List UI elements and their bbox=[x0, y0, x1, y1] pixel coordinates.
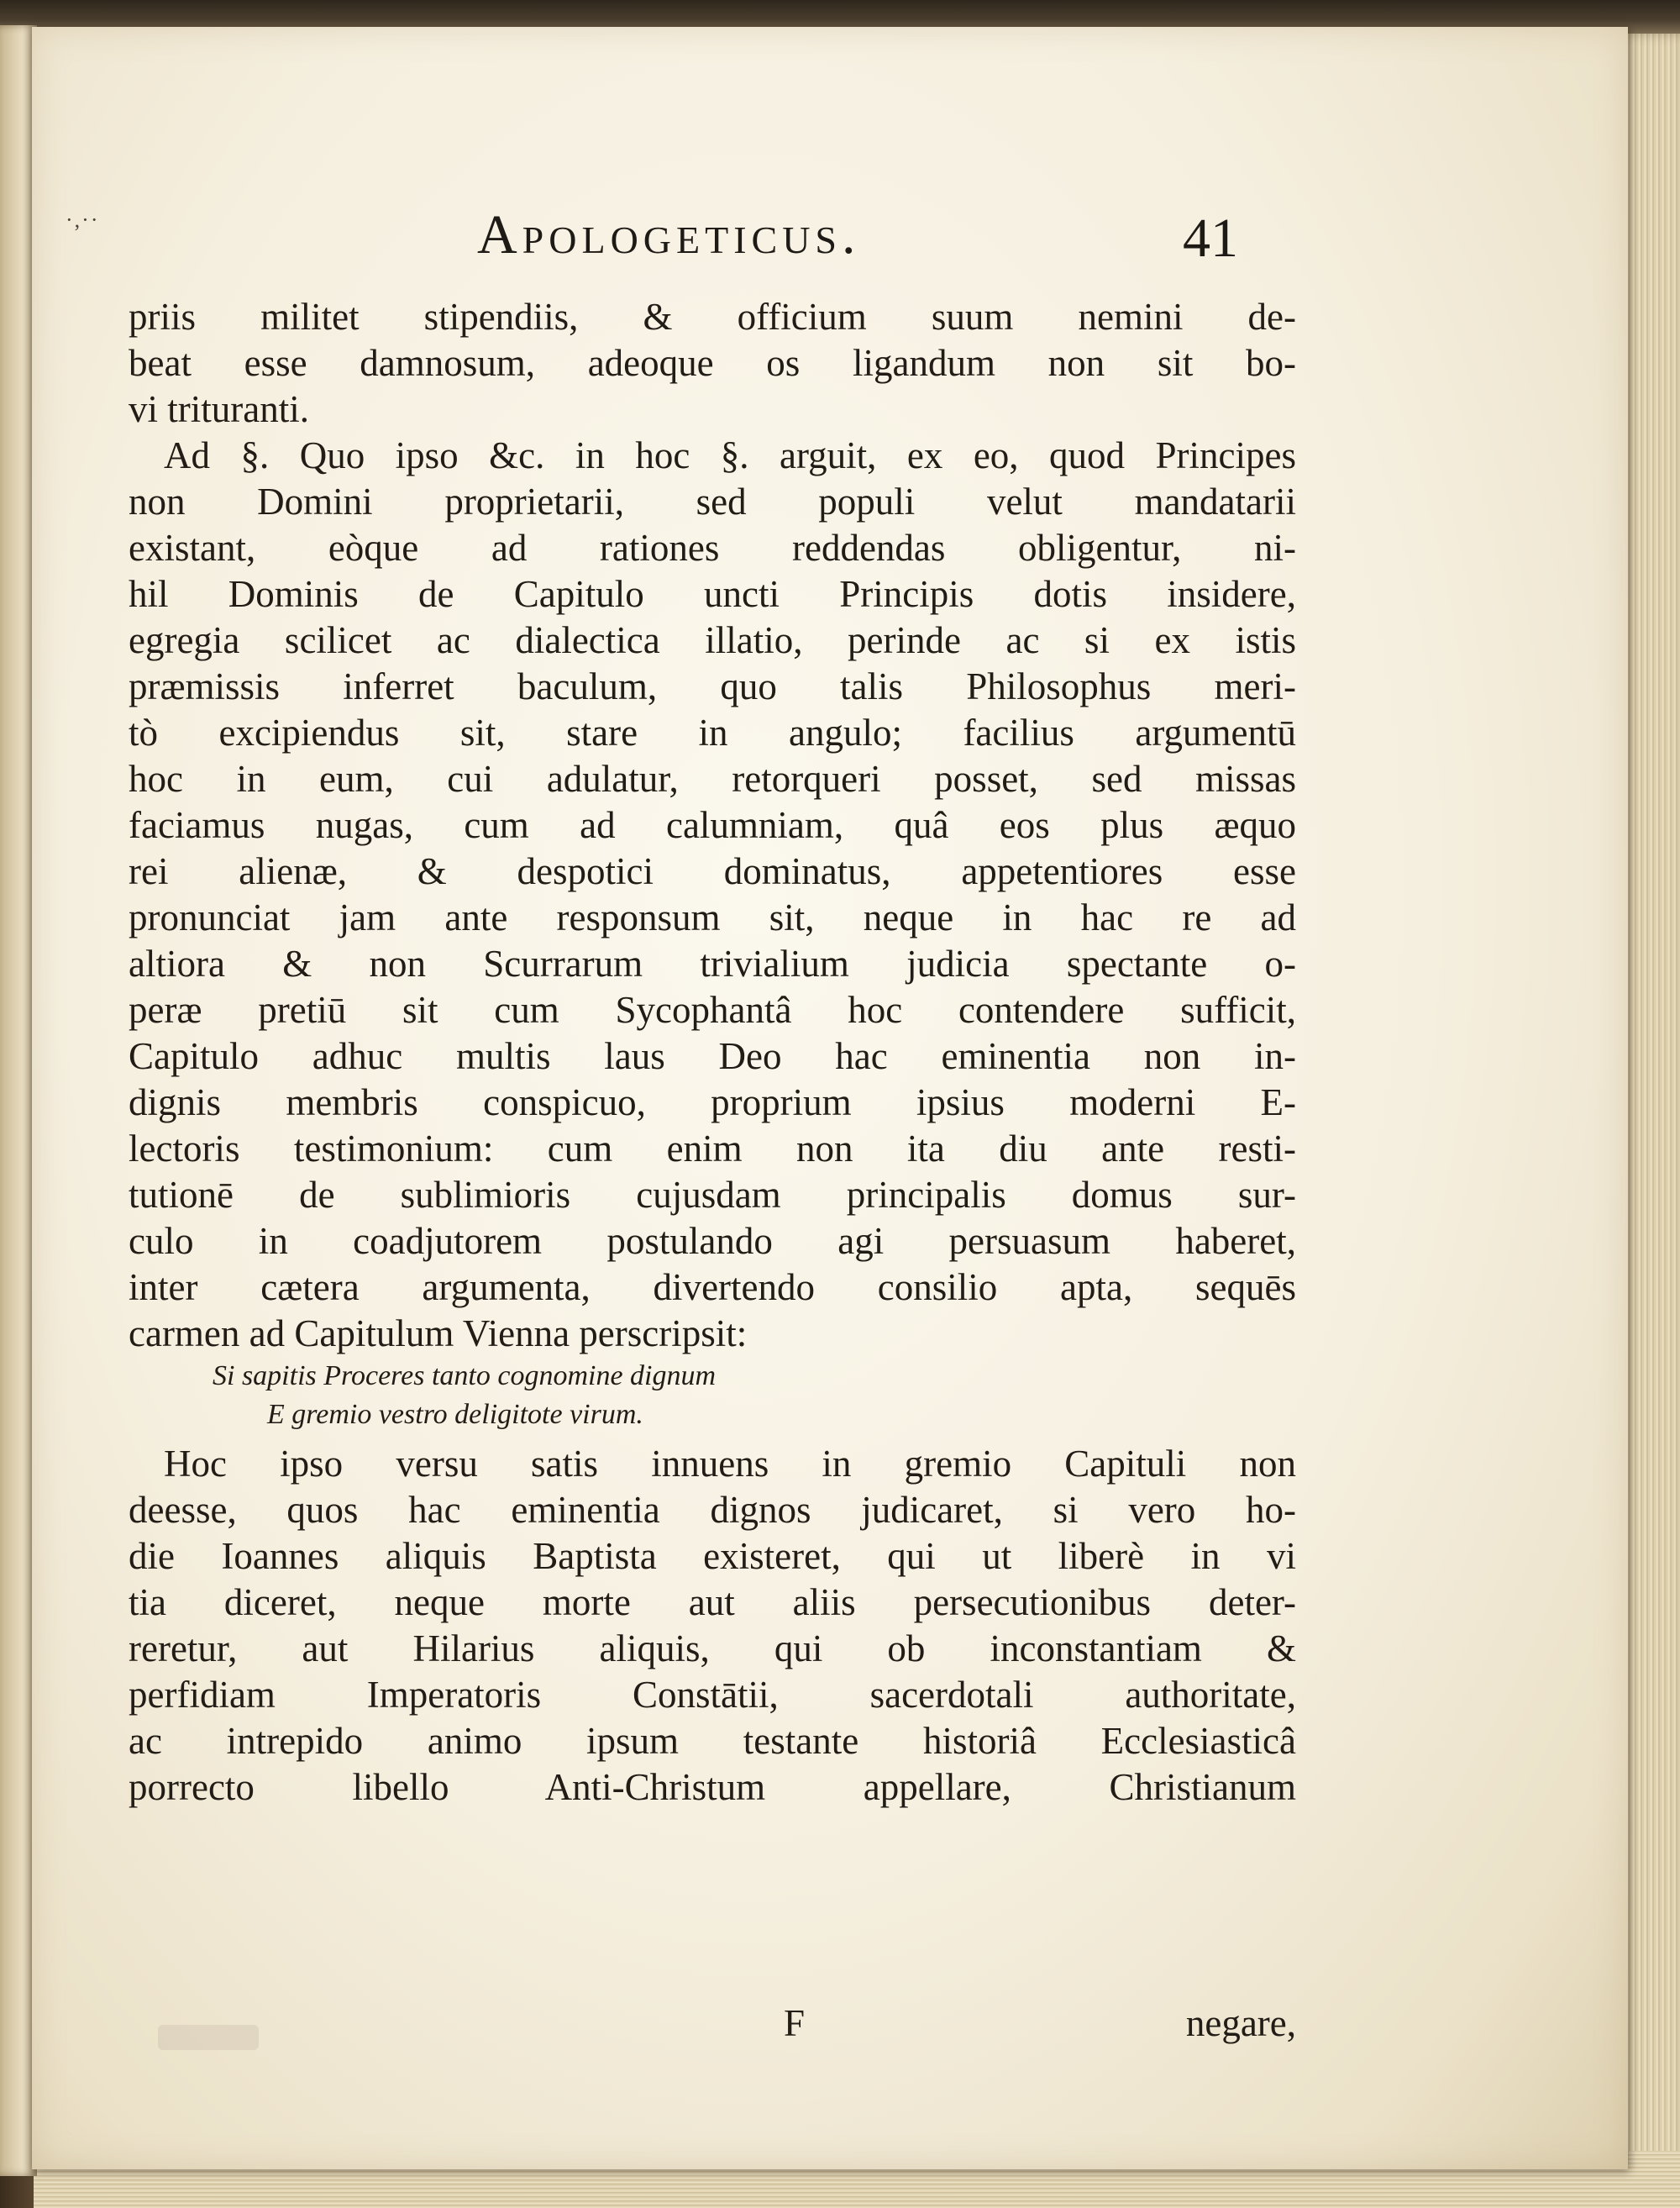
catchword: negare, bbox=[1185, 2002, 1296, 2044]
text-line: tutionē de sublimioris cujusdam principalis domus sur- bbox=[129, 1174, 1296, 1216]
text-line: tia diceret, neque morte aut aliis persecutionibus deter- bbox=[129, 1581, 1296, 1623]
text-line: rei alienæ, & despotici dominatus, appetentiores esse bbox=[129, 850, 1296, 892]
text-line: culo in coadjutorem postulando agi persuasum haberet, bbox=[129, 1220, 1296, 1262]
text-line: carmen ad Capitulum Vienna perscripsit: bbox=[129, 1312, 748, 1354]
page-number: 41 bbox=[1183, 208, 1238, 269]
text-line: faciamus nugas, cum ad calumniam, quâ eos plus æquo bbox=[129, 804, 1296, 846]
text-line: ac intrepido animo ipsum testante historiâ Ecclesiasticâ bbox=[129, 1720, 1296, 1762]
text-line: pronunciat jam ante responsum sit, neque in hac re ad bbox=[129, 896, 1296, 938]
text-line: altiora & non Scurrarum trivialium judicia spectante o- bbox=[129, 943, 1296, 985]
text-line: deesse, quos hac eminentia dignos judicaret, si vero ho- bbox=[129, 1489, 1296, 1531]
text-line: inter cætera argumenta, divertendo consilio apta, sequēs bbox=[129, 1266, 1296, 1308]
text-line: non Domini proprietarii, sed populi velut mandatarii bbox=[129, 481, 1296, 523]
text-line: præmissis inferret baculum, quo talis Philosophus meri- bbox=[129, 665, 1296, 707]
verse-line: Si sapitis Proceres tanto cognomine dignum bbox=[213, 1360, 717, 1391]
signature-mark: F bbox=[784, 2002, 806, 2044]
verse-line: E gremio vestro deligitote virum. bbox=[267, 1399, 643, 1430]
text-line: egregia scilicet ac dialectica illatio, perinde ac si ex istis bbox=[129, 619, 1296, 661]
running-title: Apologeticus. bbox=[477, 204, 861, 265]
text-line: priis militet stipendiis, & officium suum nemini de- bbox=[129, 296, 1296, 338]
page-header bbox=[32, 203, 1628, 279]
text-line: vi trituranti. bbox=[129, 388, 309, 430]
body-text bbox=[129, 294, 1296, 1811]
text-line: porrecto libello Anti-Christum appellare, Christianum bbox=[129, 1766, 1296, 1808]
text-line: hoc in eum, cui adulatur, retorqueri posset, sed missas bbox=[129, 758, 1296, 800]
text-line: dignis membris conspicuo, proprium ipsius moderni E- bbox=[129, 1081, 1296, 1123]
book-page bbox=[32, 27, 1628, 2169]
text-line: die Ioannes aliquis Baptista existeret, qui ut liberè in vi bbox=[129, 1535, 1296, 1577]
margin-mark: ·,·· bbox=[66, 208, 100, 232]
text-line: perfidiam Imperatoris Constātii, sacerdotali authoritate, bbox=[129, 1674, 1296, 1716]
text-line: hil Dominis de Capitulo uncti Principis dotis insidere, bbox=[129, 573, 1296, 615]
text-line: lectoris testimonium: cum enim non ita diu ante resti- bbox=[129, 1128, 1296, 1170]
page-footer bbox=[129, 2001, 1296, 2052]
text-line: Hoc ipso versu satis innuens in gremio Capituli non bbox=[164, 1443, 1296, 1485]
text-line: beat esse damnosum, adeoque os ligandum non sit bo- bbox=[129, 342, 1296, 384]
text-line: reretur, aut Hilarius aliquis, qui ob inconstantiam & bbox=[129, 1627, 1296, 1669]
text-line: Capitulo adhuc multis laus Deo hac eminentia non in- bbox=[129, 1035, 1296, 1077]
text-line: peræ pretiū sit cum Sycophantâ hoc contendere sufficit, bbox=[129, 989, 1296, 1031]
text-line: Ad §. Quo ipso &c. in hoc §. arguit, ex eo, quod Principes bbox=[164, 434, 1296, 476]
text-line: existant, eòque ad rationes reddendas obligentur, ni- bbox=[129, 527, 1296, 569]
text-line: tò excipiendus sit, stare in angulo; facilius argumentū bbox=[129, 712, 1296, 754]
